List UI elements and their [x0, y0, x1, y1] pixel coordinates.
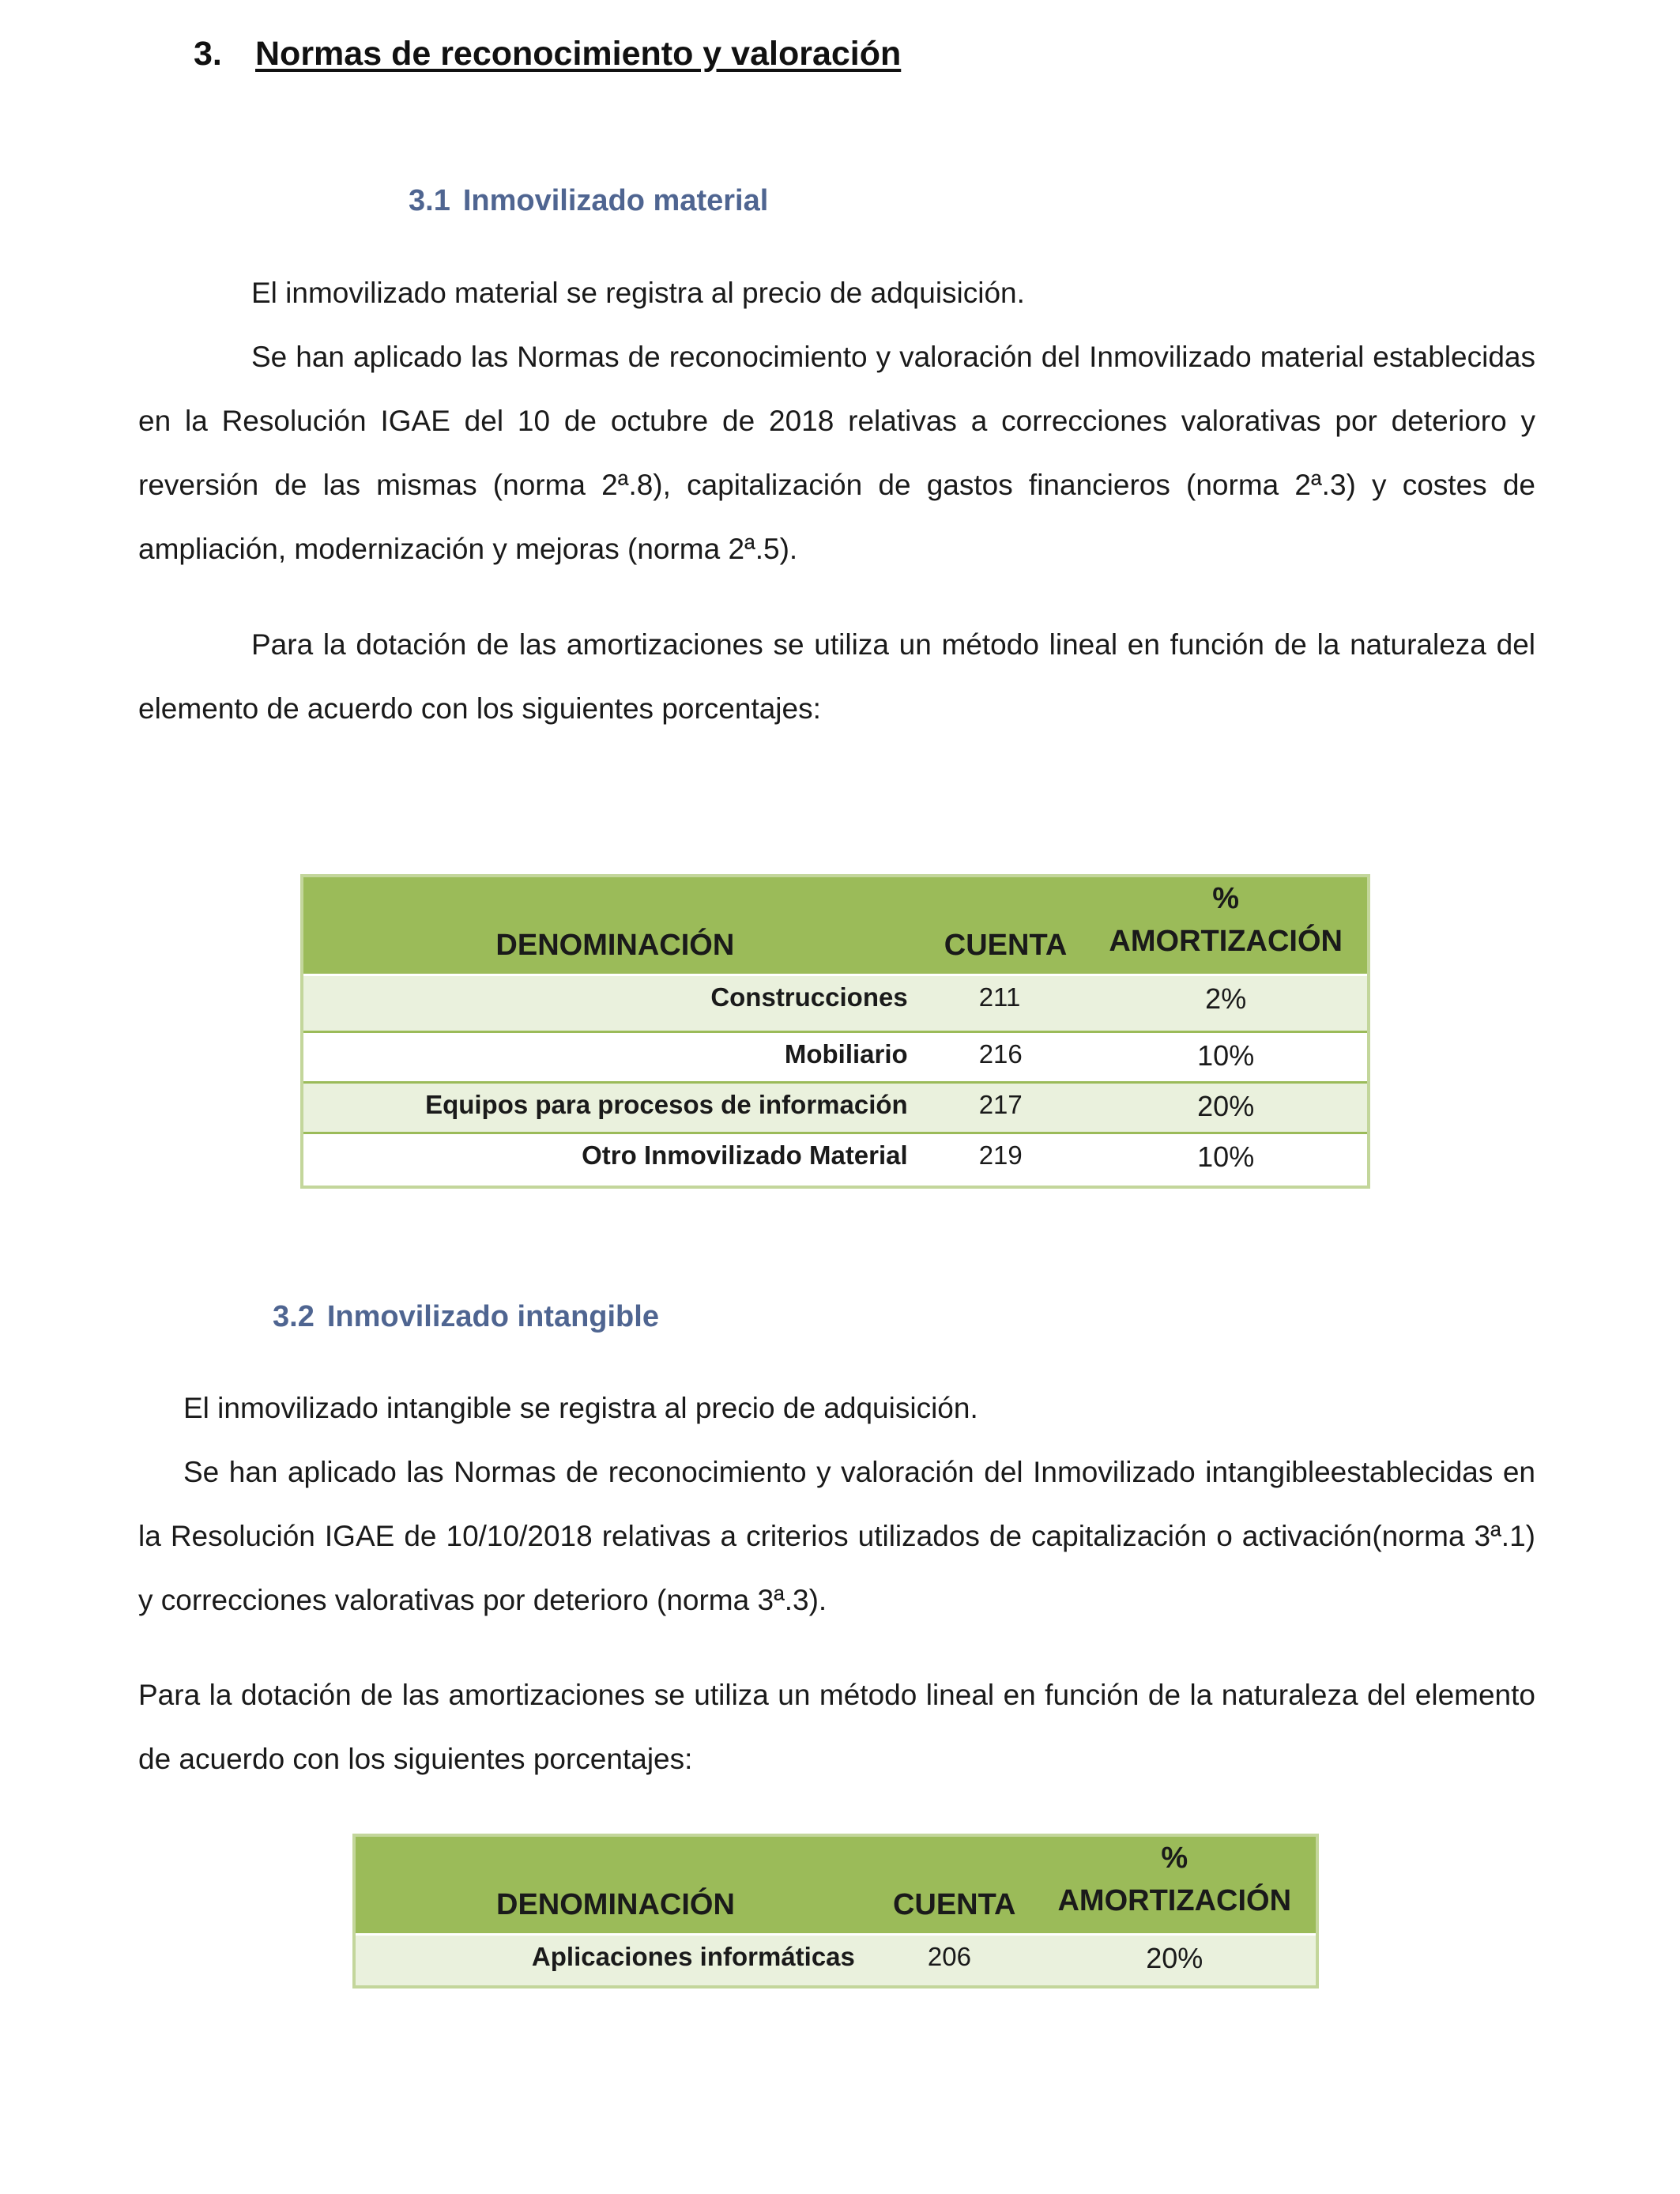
cell-cuenta: 216	[927, 1032, 1085, 1083]
paragraph	[138, 1440, 1535, 1632]
header-pct-symbol: %	[1212, 882, 1240, 915]
subsection-number: 3.2	[273, 1300, 315, 1333]
cell-pct: 20%	[1084, 1083, 1369, 1133]
section-title: Normas de reconocimiento y valoración	[255, 35, 902, 73]
header-cuenta: CUENTA	[876, 1835, 1034, 1935]
header-pct-symbol: %	[1161, 1842, 1188, 1875]
table-row	[302, 975, 1369, 1032]
table-row	[302, 1083, 1369, 1133]
subsection-title: Inmovilizado intangible	[326, 1300, 659, 1333]
subsection-heading-intangible	[273, 1300, 659, 1334]
subsection-title: Inmovilizado material	[462, 184, 769, 217]
cell-denominacion: Otro Inmovilizado Material	[302, 1133, 927, 1187]
cell-pct: 10%	[1084, 1133, 1369, 1187]
paragraph	[138, 1376, 1535, 1440]
section-number: 3.	[194, 35, 222, 73]
paragraph	[138, 261, 1535, 325]
table-row	[302, 1032, 1369, 1083]
cell-denominacion: Aplicaciones informáticas	[354, 1935, 876, 1987]
paragraph-text: Para la dotación de las amortizaciones se utiliza un método lineal en función de la naturaleza del elemento de acuerdo con los siguientes porcentajes:	[138, 1679, 1535, 1775]
paragraph-text: Para la dotación de las amortizaciones se utiliza un método lineal en función de la naturaleza del elemento de acuerdo con los siguientes porcentajes:	[138, 628, 1535, 725]
table-row	[354, 1935, 1317, 1987]
paragraph-text: Se han aplicado las Normas de reconocimiento y valoración del Inmovilizado material establecidas en la Resolución IGAE del 10 de octubre de 2018 relativas a correcciones valorativas por deterioro y reversión de las mismas (norma 2ª.8), capitalización de gastos financieros (norma 2ª.3) y costes de ampliación, modernización y mejoras (norma 2ª.5).	[138, 341, 1535, 565]
table-header-row	[302, 876, 1369, 975]
header-pct-label: AMORTIZACIÓN	[1057, 1884, 1292, 1917]
table-row	[302, 1133, 1369, 1187]
header-pct-label: AMORTIZACIÓN	[1109, 925, 1343, 958]
paragraph	[138, 325, 1535, 581]
header-denominacion: DENOMINACIÓN	[354, 1835, 876, 1935]
header-denominacion: DENOMINACIÓN	[302, 876, 927, 975]
subsection-heading-material	[409, 184, 768, 218]
header-amortizacion	[1084, 876, 1369, 975]
cell-cuenta: 219	[927, 1133, 1085, 1187]
section-heading	[194, 35, 901, 74]
paragraph-text: El inmovilizado intangible se registra al precio de adquisición.	[183, 1392, 978, 1424]
cell-pct: 10%	[1084, 1032, 1369, 1083]
cell-cuenta: 206	[876, 1935, 1034, 1987]
table-header-row	[354, 1835, 1317, 1935]
amortization-table-material	[300, 874, 1370, 1189]
cell-denominacion: Equipos para procesos de información	[302, 1083, 927, 1133]
subsection-number: 3.1	[409, 184, 450, 217]
cell-cuenta: 211	[927, 975, 1085, 1032]
header-amortizacion	[1034, 1835, 1317, 1935]
paragraph-text: El inmovilizado material se registra al precio de adquisición.	[251, 277, 1025, 309]
cell-pct: 20%	[1034, 1935, 1317, 1987]
cell-cuenta: 217	[927, 1083, 1085, 1133]
header-cuenta: CUENTA	[927, 876, 1085, 975]
paragraph-text: Se han aplicado las Normas de reconocimiento y valoración del Inmovilizado intangibleestablecidas en la Resolución IGAE de 10/10/2018 relativas a criterios utilizados de capitalización o activación(norma 3ª.1) y correcciones valorativas por deterioro (norma 3ª.3).	[138, 1456, 1535, 1616]
amortization-table-intangible	[352, 1834, 1319, 1989]
paragraph	[138, 613, 1535, 741]
cell-pct: 2%	[1084, 975, 1369, 1032]
cell-denominacion: Mobiliario	[302, 1032, 927, 1083]
cell-denominacion: Construcciones	[302, 975, 927, 1032]
paragraph	[138, 1663, 1535, 1791]
